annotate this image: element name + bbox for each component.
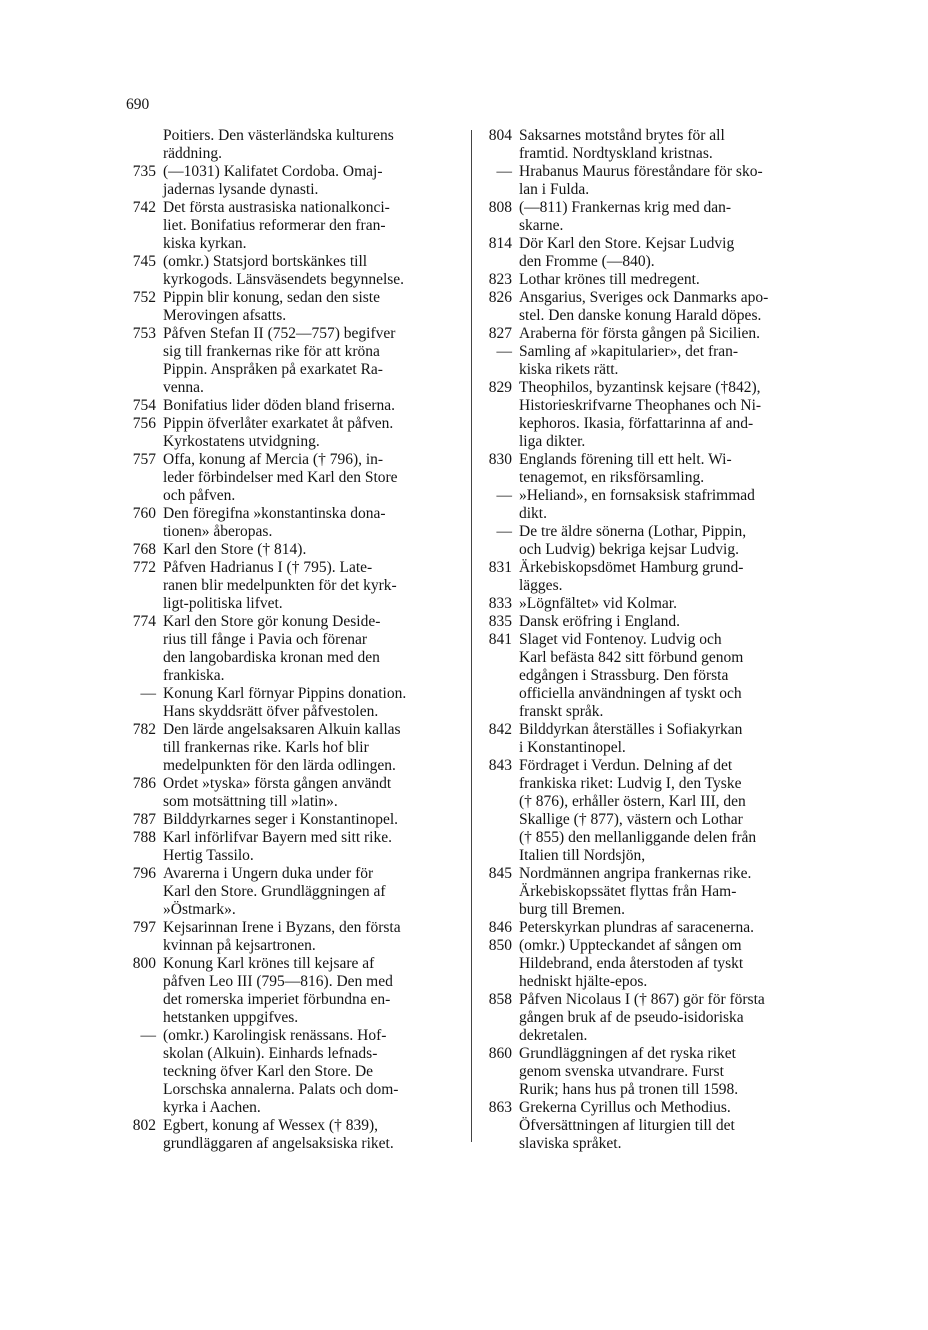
entry-line: Samling af »kapitularier», det fran- [519,343,739,360]
entry-line: officiella användningen af tyskt och [519,685,742,702]
entry-text [163,1027,462,1117]
entry-year: 774 [132,613,156,630]
entry-line: Italien till Nordsjön, [519,847,646,864]
entry-line: grundläggaren af angelsaksiska riket. [163,1135,394,1152]
entry-line: Poitiers. Den västerländska kulturens [163,127,394,144]
entry-text [163,505,462,541]
entry-year: 808 [488,199,512,216]
chronology-entry [476,379,816,451]
chronology-entry [476,595,816,613]
chronology-entry [120,955,462,1027]
entry-text [163,415,462,451]
entry-year: 735 [132,163,156,180]
entry-line: hetstanken uppgifves. [163,1009,299,1026]
entry-text [519,487,816,523]
entry-line: Pippin öfverlåter exarkatet åt påfven. [163,415,394,432]
entry-line: Ansgarius, Sveriges ock Danmarks apo- [519,289,769,306]
entry-year: 782 [132,721,156,738]
entry-line: och Ludvig) bekriga kejsar Ludvig. [519,541,739,558]
entry-text [519,199,816,235]
entry-line: den Fromme (—840). [519,253,655,270]
entry-line: i Konstantinopel. [519,739,626,756]
chronology-entry [476,613,816,631]
entry-year: 845 [488,865,512,882]
entry-text [519,757,816,865]
entry-year [120,127,163,163]
page-number: 690 [126,96,150,113]
entry-line: burg till Bremen. [519,901,626,918]
chronology-entry [476,343,816,379]
entry-text [163,199,462,253]
chronology-entry [120,505,462,541]
chronology-entry [120,415,462,451]
entry-line: frankiska riket: Ludvig I, den Tyske [519,775,742,792]
entry-line: ligt-politiska lifvet. [163,595,283,612]
entry-line: Egbert, konung af Wessex († 839), [163,1117,378,1134]
entry-line: Kejsarinnan Irene i Byzans, den första [163,919,401,936]
chronology-entry [120,289,462,325]
entry-line: lägges. [519,577,563,594]
entry-line: Nordmännen angripa frankernas rike. [519,865,752,882]
entry-line: genom svenska utvandrare. Furst [519,1063,724,1080]
entry-line: Den lärde angelsaksaren Alkuin kallas [163,721,401,738]
entry-year: 823 [488,271,512,288]
entry-line: som motsättning till »latin». [163,793,338,810]
chronology-entry [120,721,462,775]
entry-line: medelpunkten för den lärda odlingen. [163,757,396,774]
entry-line: Grundläggningen af det ryska riket [519,1045,736,1062]
entry-text [163,559,462,613]
entry-line: Historieskrifvarne Theophanes och Ni- [519,397,762,414]
entry-text [163,775,462,811]
entry-line: Dör Karl den Store. Kejsar Ludvig [519,235,735,252]
entry-line: Hrabanus Maurus föreståndare för sko- [519,163,763,180]
right-column [476,127,816,1153]
entry-year: 786 [132,775,156,792]
chronology-entry [120,199,462,253]
entry-text [519,325,816,343]
entry-year: 772 [132,559,156,576]
entry-year: — [496,523,512,540]
entry-line: »Lögnfältet» vid Kolmar. [519,595,677,612]
entry-line: Påfven Stefan II (752—757) begifver [163,325,396,342]
entry-line: påfven Leo III (795—816). Den med [163,973,393,990]
entry-text [163,829,462,865]
entry-line: franskt språk. [519,703,604,720]
chronology-entry [120,451,462,505]
chronology-entry [120,163,462,199]
entry-year: 814 [488,235,512,252]
entry-text [519,379,816,451]
entry-line: Hans skyddsrätt öfver påfvestolen. [163,703,379,720]
entry-line: De tre äldre sönerna (Lothar, Pippin, [519,523,747,540]
entry-year: — [496,487,512,504]
entry-year: 796 [132,865,156,882]
entry-year: 760 [132,505,156,522]
entry-line: »Heliand», en fornsaksisk stafrimmad [519,487,755,504]
entry-text [519,721,816,757]
entry-text [519,631,816,721]
chronology-entry [476,271,816,289]
entry-line: Offa, konung af Mercia († 796), in- [163,451,384,468]
entry-line: framtid. Nordtyskland kristnas. [519,145,713,162]
entry-line: Påfven Nicolaus I († 867) gör för första [519,991,765,1008]
entry-line: edgången i Strassburg. Den första [519,667,729,684]
chronology-entry [476,919,816,937]
chronology-entry [120,685,462,721]
entry-line: († 876), erhåller östern, Karl III, den [519,793,746,810]
entry-line: det romerska imperiet förbundna en- [163,991,391,1008]
entry-year: 860 [488,1045,512,1062]
chronology-entry [120,865,462,919]
chronology-entry [476,721,816,757]
entry-year: 858 [488,991,512,1008]
chronology-entry [476,451,816,487]
chronology-entry [120,559,462,613]
chronology-entry [120,1117,462,1153]
entry-line: Saksarnes motstånd brytes för all [519,127,725,144]
chronology-entry [120,127,462,163]
entry-line: Bonifatius lider döden bland friserna. [163,397,396,414]
entry-year: 829 [488,379,512,396]
entry-text [519,163,816,199]
entry-line: stel. Den danske konung Harald döpes. [519,307,762,324]
entry-line: Fördraget i Verdun. Delning af det [519,757,733,774]
entry-line: Rurik; hans hus på tronen till 1598. [519,1081,739,1098]
entry-line: liga dikter. [519,433,586,450]
entry-line: Dansk eröfring i England. [519,613,680,630]
entry-year: 756 [132,415,156,432]
entry-year: 788 [132,829,156,846]
chronology-entry [476,487,816,523]
entry-line: venna. [163,379,204,396]
entry-line: dikt. [519,505,547,522]
entry-line: lan i Fulda. [519,181,590,198]
entry-year: — [140,1027,156,1044]
entry-line: Kyrkostatens utvidgning. [163,433,320,450]
entry-year: 768 [132,541,156,558]
entry-text [519,613,816,631]
entry-line: (—1031) Kalifatet Cordoba. Omaj- [163,163,383,180]
entry-line: ranen blir medelpunkten för det kyrk- [163,577,397,594]
entry-line: Bilddyrkarnes seger i Konstantinopel. [163,811,399,828]
entry-text [163,955,462,1027]
entry-text [163,919,462,955]
entry-year: 804 [488,127,512,144]
chronology-entry [476,289,816,325]
chronology-entry [476,1099,816,1153]
entry-line: Pippin. Anspråken på exarkatet Ra- [163,361,383,378]
entry-line: Grekerna Cyrillus och Methodius. [519,1099,731,1116]
entry-line: liet. Bonifatius reformerar den fran- [163,217,386,234]
entry-line: Hertig Tassilo. [163,847,254,864]
entry-line: »Östmark». [163,901,236,918]
chronology-entry [476,163,816,199]
entry-year: 757 [132,451,156,468]
chronology-entry [120,919,462,955]
entry-line: dekretalen. [519,1027,588,1044]
entry-line: Ärkebiskopssätet flyttas från Ham- [519,883,737,900]
entry-text [519,289,816,325]
entry-line: hedniskt hjälte-epos. [519,973,648,990]
entry-line: Bilddyrkan återställes i Sofiakyrkan [519,721,743,738]
entry-text [519,1099,816,1153]
chronology-entry [476,559,816,595]
entry-line: Slaget vid Fontenoy. Ludvig och [519,631,722,648]
entry-line: Skallige († 877), västern och Lothar [519,811,743,828]
entry-text [519,451,816,487]
entry-line: till frankernas rike. Karls hof blir [163,739,369,756]
entry-line: Peterskyrkan plundras af saracenerna. [519,919,754,936]
chronology-entry [120,397,462,415]
entry-text [519,991,816,1045]
entry-text [519,271,816,289]
entry-line: gången bruk af de pseudo-isidoriska [519,1009,744,1026]
entry-year: — [496,343,512,360]
entry-line: Konung Karl krönes till kejsare af [163,955,375,972]
entry-line: kvinnan på kejsartronen. [163,937,316,954]
entry-line: (omkr.) Uppteckandet af sången om [519,937,742,954]
entry-line: frankiska. [163,667,225,684]
entry-line: Araberna för första gången på Sicilien. [519,325,761,342]
entry-text [163,127,462,163]
chronology-entry [476,1045,816,1099]
chronology-entry [120,775,462,811]
entry-text [519,937,816,991]
entry-line: kiska kyrkan. [163,235,247,252]
entry-line: Det första austrasiska nationalkonci- [163,199,390,216]
chronology-entry [476,235,816,271]
entry-year: 827 [488,325,512,342]
entry-line: slaviska språket. [519,1135,622,1152]
entry-line: Ordet »tyska» första gången användt [163,775,392,792]
entry-text [163,325,462,397]
chronology-entry [476,937,816,991]
entry-text [519,343,816,379]
column-divider [471,130,472,1142]
entry-line: tenagemot, en riksförsamling. [519,469,705,486]
entry-year: 843 [488,757,512,774]
chronology-entry [476,199,816,235]
entry-text [519,919,816,937]
chronology-entry [476,865,816,919]
entry-line: Den föregifna »konstantinska dona- [163,505,386,522]
entry-text [163,613,462,685]
entry-line: Englands förening till ett helt. Wi- [519,451,732,468]
chronology-entry [476,631,816,721]
chronology-entry [120,541,462,559]
chronology-entry [120,325,462,397]
entry-year: — [496,163,512,180]
entry-line: kyrka i Aachen. [163,1099,261,1116]
entry-text [163,685,462,721]
entry-line: tionen» åberopas. [163,523,273,540]
entry-year: 850 [488,937,512,954]
entry-line: skarne. [519,217,564,234]
entry-line: Theophilos, byzantinsk kejsare (†842), [519,379,761,396]
left-column [120,127,462,1153]
entry-year: 842 [488,721,512,738]
entry-year: 753 [132,325,156,342]
entry-year: 752 [132,289,156,306]
entry-line: Karl införlifvar Bayern med sitt rike. [163,829,392,846]
entry-year: 841 [488,631,512,648]
entry-year: 754 [132,397,156,414]
chronology-entry [120,829,462,865]
entry-line: (omkr.) Statsjord bortskänkes till [163,253,368,270]
entry-text [163,451,462,505]
entry-line: Merovingen afsatts. [163,307,287,324]
entry-text [163,253,462,289]
entry-line: jadernas lysande dynasti. [163,181,319,198]
entry-text [163,1117,462,1153]
entry-text [519,865,816,919]
entry-line: Konung Karl förnyar Pippins donation. [163,685,407,702]
entry-text [163,865,462,919]
entry-year: 800 [132,955,156,972]
entry-text [163,721,462,775]
entry-line: Karl befästa 842 sitt förbund genom [519,649,744,666]
chronology-entry [476,757,816,865]
entry-year: 831 [488,559,512,576]
entry-line: Hildebrand, enda återstoden af tyskt [519,955,744,972]
entry-line: (omkr.) Karolingisk renässans. Hof- [163,1027,387,1044]
entry-year: 846 [488,919,512,936]
entry-text [163,397,462,415]
entry-text [163,541,462,559]
entry-line: kiska rikets rätt. [519,361,619,378]
entry-text [519,235,816,271]
entry-text [163,811,462,829]
entry-text [519,559,816,595]
entry-line: kephoros. Ikasia, författarinna af and- [519,415,754,432]
entry-line: sig till frankernas rike för att kröna [163,343,380,360]
entry-line: Karl den Store gör konung Deside- [163,613,381,630]
entry-line: kyrkogods. Länsväsendets begynnelse. [163,271,405,288]
entry-text [163,289,462,325]
entry-text [519,595,816,613]
entry-text [163,163,462,199]
chronology-entry [476,991,816,1045]
entry-year: 830 [488,451,512,468]
entry-year: 742 [132,199,156,216]
entry-line: († 855) den mellanliggande delen från [519,829,757,846]
chronology-entry [120,1027,462,1117]
entry-line: Karl den Store († 814). [163,541,307,558]
entry-line: Öfversättningen af liturgien till det [519,1117,735,1134]
entry-text [519,1045,816,1099]
entry-line: skolan (Alkuin). Einhards lefnads- [163,1045,378,1062]
entry-line: leder förbindelser med Karl den Store [163,469,398,486]
entry-line: rius till fånge i Pavia och förenar [163,631,368,648]
entry-year: 745 [132,253,156,270]
chronology-entry [120,253,462,289]
chronology-entry [476,325,816,343]
chronology-entry [476,523,816,559]
entry-year: 863 [488,1099,512,1116]
entry-line: (—811) Frankernas krig med dan- [519,199,732,216]
entry-line: den langobardiska kronan med den [163,649,380,666]
entry-year: 835 [488,613,512,630]
entry-line: Lorschska annalerna. Palats och dom- [163,1081,399,1098]
entry-line: teckning öfver Karl den Store. De [163,1063,374,1080]
entry-line: Pippin blir konung, sedan den siste [163,289,380,306]
entry-text [519,523,816,559]
entry-line: Lothar krönes till medregent. [519,271,700,288]
entry-line: och påfven. [163,487,236,504]
entry-line: räddning. [163,145,222,162]
entry-year: 802 [132,1117,156,1134]
entry-year: 797 [132,919,156,936]
entry-line: Avarerna i Ungern duka under för [163,865,374,882]
entry-text [519,127,816,163]
chronology-entry [120,613,462,685]
chronology-entry [476,127,816,163]
entry-line: Ärkebiskopsdömet Hamburg grund- [519,559,744,576]
entry-year: 826 [488,289,512,306]
chronology-entry [120,811,462,829]
entry-year: 787 [132,811,156,828]
entry-line: Karl den Store. Grundläggningen af [163,883,386,900]
entry-year: 833 [488,595,512,612]
entry-line: Påfven Hadrianus I († 795). Late- [163,559,373,576]
entry-year: — [140,685,156,702]
